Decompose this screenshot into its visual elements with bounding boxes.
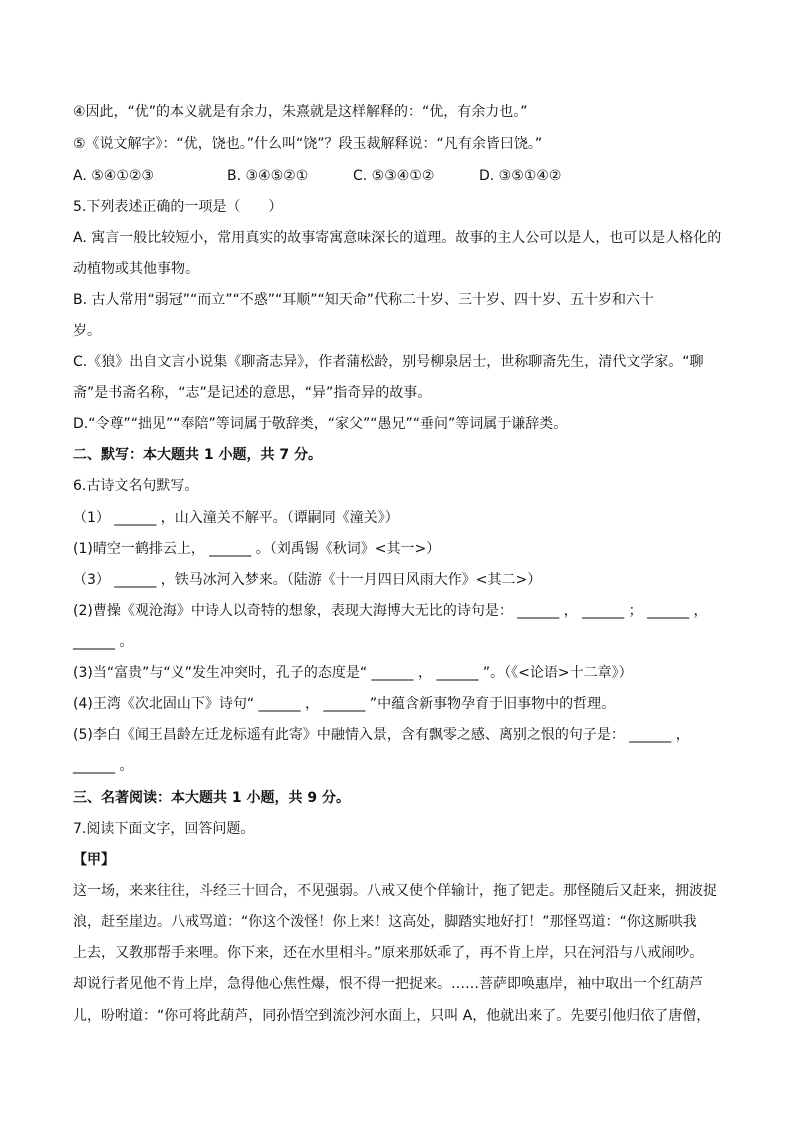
passage-jia-line-4: 却说行者见他不肯上岸，急得他心焦性爆，恨不得一把捉来。……菩萨即唤惠岸，袖中取出一个红葫芦 [73, 976, 703, 992]
q6-item-5-line-2: ______ 。 [73, 758, 134, 774]
q6-item-4: (4)王湾《次北固山下》诗句“ ______ ， ______ ”中蕴含新事物孕育于旧事物中的哲理。 [73, 696, 616, 712]
passage-jia-line-1: 这一场，来来往往，斗经三十回合，不见强弱。八戒又使个佯输计，拖了钯走。那怪随后又赶来，拥波捉 [73, 883, 717, 899]
q5-option-b-line-1: B. 古人常用“弱冠”“而立”“不惑”“耳顺”“知天命”代称二十岁、三十岁、四十岁、五十岁和六十 [73, 292, 655, 308]
choice-d: D. ③⑤①④② [479, 168, 562, 184]
q6-item-5-line-1: (5)李白《闻王昌龄左迁龙标遥有此寄》中融情入景，含有飘零之感、离别之恨的句子是： ______ ， [73, 727, 690, 743]
q5-option-c-line-1: C.《狼》出自文言小说集《聊斋志异》，作者蒲松龄，别号柳泉居士，世称聊斋先生，清代文学家。“聊 [73, 354, 704, 370]
q6-item-3: （3） ______ ，铁马冰河入梦来。（陆游《十一月四日风雨大作》<其二>） [73, 572, 542, 588]
question-6-stem: 6.古诗文名句默写。 [73, 478, 199, 494]
q6-item-1b: (1)晴空一鹤排云上， ______ 。（刘禹锡《秋词》<其一>） [73, 541, 441, 557]
question-7-stem: 7.阅读下面文字，回答问题。 [73, 821, 255, 837]
passage-jia-line-2: 浪，赶至崖边。八戒骂道：“你这个泼怪！你上来！这高处，脚踏实地好打！”那怪骂道：“你这厮哄我 [73, 914, 697, 930]
section-3-heading: 三、名著阅读：本大题共 1 小题，共 9 分。 [73, 790, 350, 806]
q6-item-3b: (3)当“富贵”与“义”发生冲突时，孔子的态度是“ ______ ， ______ ”。（《<论语>十二章》） [73, 665, 633, 681]
q6-item-2-line-2: ______ 。 [73, 634, 134, 650]
passage-jia-label: 【甲】 [73, 852, 115, 868]
q6-item-2-line-1: (2)曹操《观沧海》中诗人以奇特的想象，表现大海博大无比的诗句是： ______ ， ______ ； ______ ， [73, 603, 708, 619]
q5-option-a-line-1: A. 寓言一般比较短小，常用真实的故事寄寓意味深长的道理。故事的主人公可以是人，也可以是人格化的 [73, 230, 722, 246]
passage-line-4: ④因此，“优”的本义就是有余力，朱熹就是这样解释的：“优，有余力也。” [73, 104, 528, 120]
q5-option-a-line-2: 动植物或其他事物。 [73, 261, 199, 277]
question-5-stem: 5.下列表述正确的一项是（ ） [73, 199, 283, 215]
passage-jia-line-3: 上去，又教那帮手来哩。你下来，还在水里相斗。”原来那妖乖了，再不肯上岸，只在河沿与八戒闹吵。 [73, 945, 704, 961]
section-2-heading: 二、默写：本大题共 1 小题，共 7 分。 [73, 447, 322, 463]
q5-option-c-line-2: 斋”是书斋名称，“志”是记述的意思，“异”指奇异的故事。 [73, 385, 432, 401]
passage-jia-line-5: 儿，吩咐道：“你可将此葫芦，同孙悟空到流沙河水面上，只叫 A，他就出来了。先要引他归依了唐僧， [73, 1008, 711, 1024]
q5-option-d: D.“令尊”“拙见”“奉陪”等词属于敬辞类，“家父”“愚兄”“垂问”等词属于谦辞类。 [73, 416, 568, 432]
choice-b: B. ③④⑤②① [227, 168, 309, 184]
q5-option-b-line-2: 岁。 [73, 323, 101, 339]
choice-a: A. ⑤④①②③ [73, 168, 154, 184]
choice-c: C. ⑤③④①② [353, 168, 435, 184]
passage-line-5: ⑤《说文解字》：“优，饶也。”什么叫“饶”？段玉裁解释说：“凡有余皆曰饶。” [73, 136, 543, 152]
q6-item-1: （1） ______ ，山入潼关不解平。（谭嗣同《潼关》） [73, 510, 399, 526]
q4-choices [73, 166, 561, 186]
